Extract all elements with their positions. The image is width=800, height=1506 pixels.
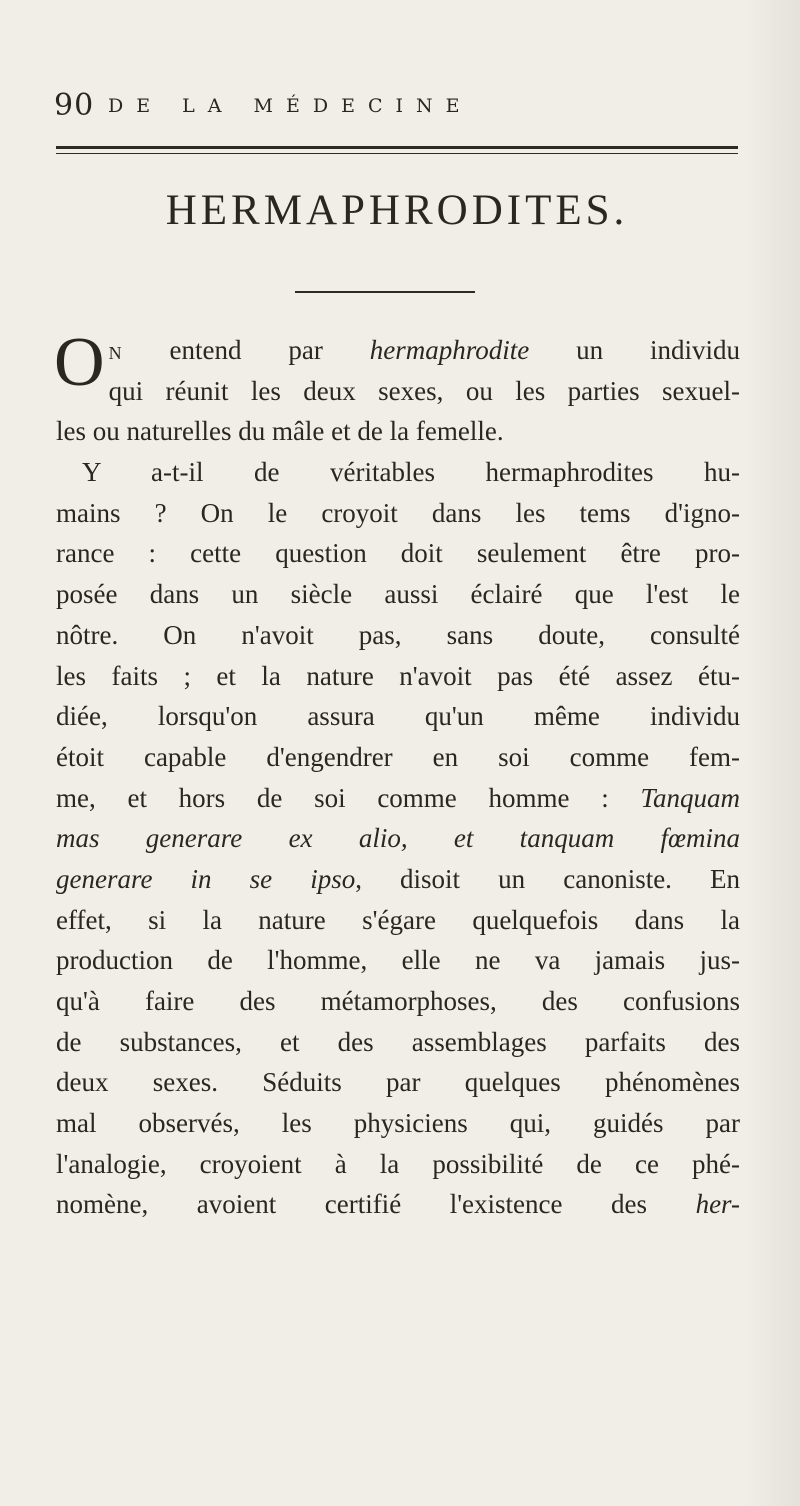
text-line: mas generare ex alio, et tanquam fœmina: [56, 823, 740, 854]
header-rule-thin: [56, 153, 738, 154]
text-line: posée dans un siècle aussi éclairé que l'est le: [56, 579, 740, 610]
text-line: de substances, et des assemblages parfaits des: [56, 1026, 740, 1057]
section-title: HERMAPHRODITES.: [165, 187, 629, 234]
text-line: mains ? On le croyoit dans les tems d'igno-: [56, 497, 740, 528]
text-line: diée, lorsqu'on assura qu'un même individu: [56, 701, 740, 732]
text-line: qu'à faire des métamorphoses, des confusions: [56, 986, 740, 1016]
text-line: nôtre. On n'avoit pas, sans doute, consulté: [56, 619, 740, 650]
header-rule-thick: [56, 146, 738, 149]
text-line: étoit capable d'engendrer en soi comme fem-: [56, 741, 740, 772]
text-line: mal observés, les physiciens qui, guidés par: [56, 1108, 740, 1139]
text-line: les ou naturelles du mâle et de la femelle.: [56, 416, 504, 447]
text-line: nomène, avoient certifié l'existence des her-: [56, 1189, 741, 1220]
text-line: les faits ; et la nature n'avoit pas été assez étu-: [56, 660, 740, 691]
text-line: effet, si la nature s'égare quelquefois dans la: [56, 904, 740, 935]
text-line: production de l'homme, elle ne va jamais jus-: [56, 945, 740, 976]
text-line: l'analogie, croyoient à la possibilité de ce phé-: [56, 1148, 740, 1179]
text-line: Y a-t-il de véritables hermaphrodites hu-: [82, 457, 740, 488]
body-text: [54, 324, 741, 1225]
page-number: 90: [54, 88, 95, 123]
drop-cap: O: [54, 324, 105, 401]
text-line: generare in se ipso, disoit un canoniste. En: [56, 863, 741, 894]
text-line: N entend par hermaphrodite un individu: [108, 335, 741, 365]
text-line: me, et hors de soi comme homme : Tanquam: [56, 782, 741, 813]
running-head: DE LA MÉDECINE: [108, 95, 473, 117]
title-rule: [295, 291, 475, 293]
text-line: deux sexes. Séduits par quelques phénomènes: [56, 1067, 740, 1098]
text-line: qui réunit les deux sexes, ou les parties sexuel-: [108, 375, 740, 406]
text-line: rance : cette question doit seulement être pro-: [56, 538, 740, 569]
